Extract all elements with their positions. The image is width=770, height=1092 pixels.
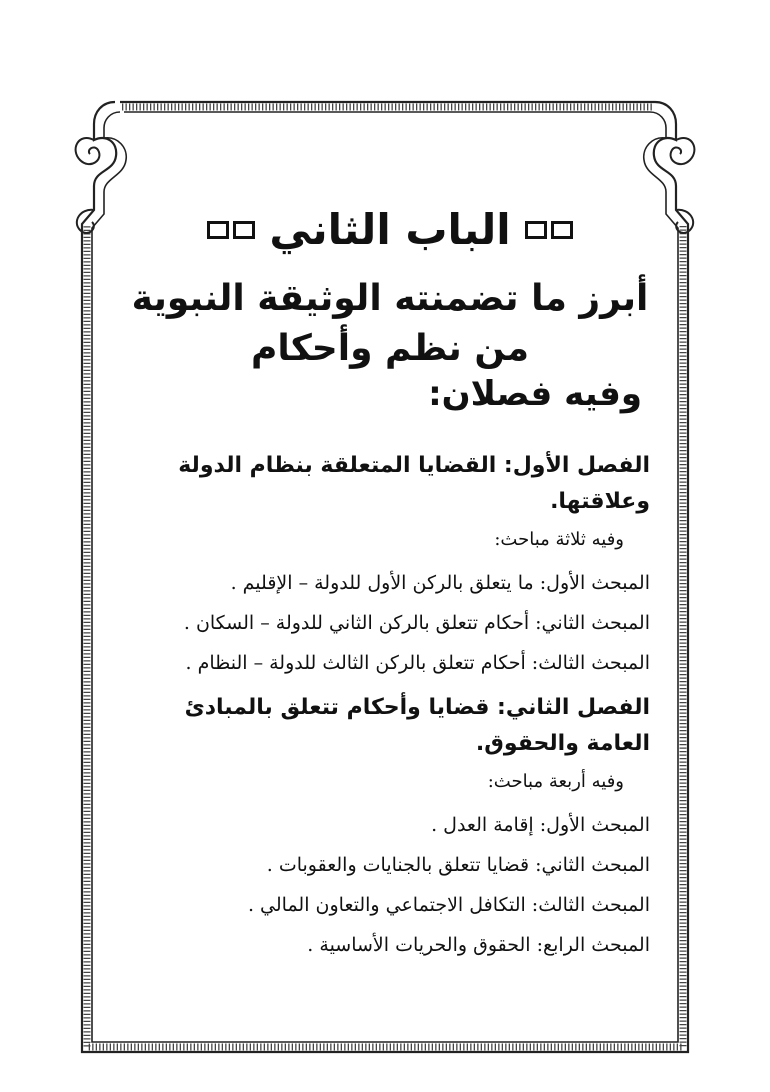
scroll-top-right [671,138,695,164]
main-heading-line-2: من نظم وأحكام [250,328,530,369]
square-icon [233,221,255,239]
chapter-1-topic-3: المبحث الثالث: أحكام تتعلق بالركن الثالث للدولة – النظام . [185,652,650,674]
chapter-2-topic-2: المبحث الثاني: قضايا تتعلق بالجنايات والعقوبات . [266,854,650,876]
decorative-squares-left [207,221,255,239]
main-heading [130,274,650,374]
chapter-1 [130,448,650,676]
chapter-2-sub-intro: وفيه أربعة مباحث: [487,771,624,792]
page-content [130,205,650,972]
chapter-1-sub-intro: وفيه ثلاثة مباحث: [494,529,624,550]
chapter-1-title: الفصل الأول: القضايا المتعلقة بنظام الدولة وعلاقتها. [178,453,650,514]
square-icon [207,221,229,239]
part-title-text: الباب الثاني [269,205,511,254]
chapter-1-topic-1: المبحث الأول: ما يتعلق بالركن الأول للدولة – الإقليم . [230,572,650,594]
part-title [130,205,650,254]
chapter-2-topic-1: المبحث الأول: إقامة العدل . [431,814,650,836]
chapter-2-topic-4: المبحث الرابع: الحقوق والحريات الأساسية . [307,934,650,956]
chapter-2-title: الفصل الثاني: قضايا وأحكام تتعلق بالمبادئ العامة والحقوق. [184,695,650,756]
scroll-top-left [76,138,100,164]
square-icon [551,221,573,239]
chapter-2-topic-3: المبحث الثالث: التكافل الاجتماعي والتعاون المالي . [247,894,650,916]
chapter-2 [130,690,650,958]
decorative-squares-right [525,221,573,239]
main-heading-line-1: أبرز ما تضمنته الوثيقة النبوية [131,278,649,319]
chapter-1-topic-2: المبحث الثاني: أحكام تتعلق بالركن الثاني للدولة – السكان . [183,612,650,634]
square-icon [525,221,547,239]
intro-text: وفيه فصلان: [428,374,642,414]
